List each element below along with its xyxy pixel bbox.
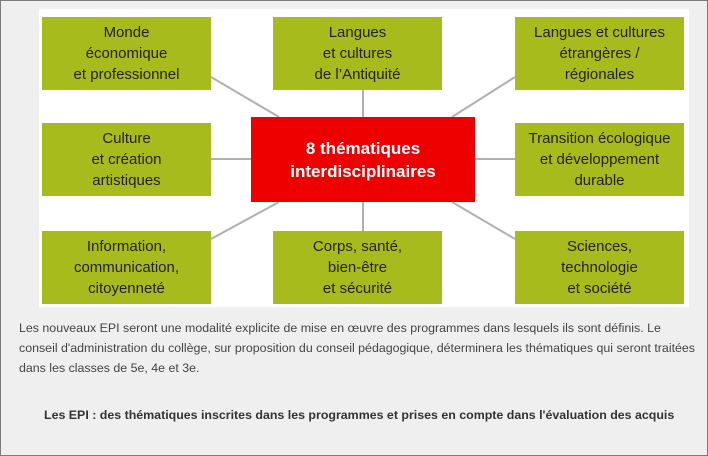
caption-text: Les nouveaux EPI seront une modalité explicite de mise en œuvre des programmes dans lesquels ils sont définis. Le conseil d'administration du collège, sur proposition du conseil pédagogique, déterminera les thématiques qui seront traitées dans les classes de 5e, 4e et 3e. [19,321,695,375]
connector-line [452,77,515,117]
connector-line [211,77,279,117]
section-heading: Les EPI : des thématiques inscrites dans les programmes et prises en compte dans l'évaluation des acquis [44,408,675,422]
theme-box: Sciences, technologie et société [515,231,684,304]
theme-box: Monde économique et professionnel [42,17,211,90]
theme-box: Culture et création artistiques [42,123,211,196]
theme-box: Langues et cultures étrangères / régionales [515,17,684,90]
theme-box: Transition écologique et développement durable [515,123,684,196]
connector-line [452,202,515,239]
theme-box: Langues et cultures de l’Antiquité [273,17,442,90]
theme-box: Corps, santé, bien-être et sécurité [273,231,442,304]
connector-line [211,202,279,239]
central-topic: 8 thématiques interdisciplinaires [251,117,475,202]
epi-diagram [39,9,689,307]
theme-box: Information, communication, citoyenneté [42,231,211,304]
